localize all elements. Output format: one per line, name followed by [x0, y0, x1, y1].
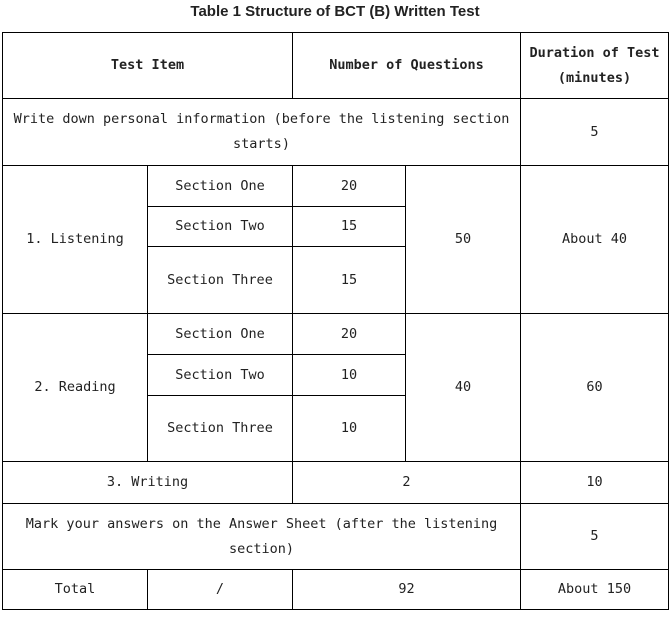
reading-duration: 60 — [521, 314, 669, 462]
table-row — [3, 314, 669, 355]
personal-info-duration: 5 — [521, 99, 669, 166]
writing-duration: 10 — [521, 462, 669, 504]
reading-section-count: 10 — [293, 396, 406, 462]
table-row — [3, 166, 669, 207]
reading-section-name: Section One — [148, 314, 293, 355]
answer-sheet-duration: 5 — [521, 504, 669, 570]
total-slash: / — [148, 570, 293, 610]
listening-label: 1. Listening — [3, 166, 148, 314]
writing-label: 3. Writing — [3, 462, 293, 504]
listening-duration: About 40 — [521, 166, 669, 314]
listening-section-count: 15 — [293, 207, 406, 247]
total-label: Total — [3, 570, 148, 610]
reading-total: 40 — [406, 314, 521, 462]
header-test-item: Test Item — [3, 33, 293, 99]
bct-structure-table — [2, 32, 669, 610]
header-row — [3, 33, 669, 99]
listening-section-count: 20 — [293, 166, 406, 207]
reading-section-name: Section Three — [148, 396, 293, 462]
total-duration: About 150 — [521, 570, 669, 610]
reading-section-name: Section Two — [148, 355, 293, 396]
reading-section-count: 10 — [293, 355, 406, 396]
total-count: 92 — [293, 570, 521, 610]
table-row — [3, 504, 669, 570]
writing-count: 2 — [293, 462, 521, 504]
header-duration: Duration of Test (minutes) — [521, 33, 669, 99]
total-row — [3, 570, 669, 610]
answer-sheet-label: Mark your answers on the Answer Sheet (after the listening section) — [3, 504, 521, 570]
reading-label: 2. Reading — [3, 314, 148, 462]
table-title: Table 1 Structure of BCT (B) Written Test — [190, 3, 480, 20]
table-row — [3, 462, 669, 504]
listening-total: 50 — [406, 166, 521, 314]
listening-section-name: Section One — [148, 166, 293, 207]
header-number-of-questions: Number of Questions — [293, 33, 521, 99]
reading-section-count: 20 — [293, 314, 406, 355]
table-row — [3, 99, 669, 166]
listening-section-name: Section Two — [148, 207, 293, 247]
personal-info-label: Write down personal information (before the listening section starts) — [3, 99, 521, 166]
listening-section-count: 15 — [293, 247, 406, 314]
listening-section-name: Section Three — [148, 247, 293, 314]
